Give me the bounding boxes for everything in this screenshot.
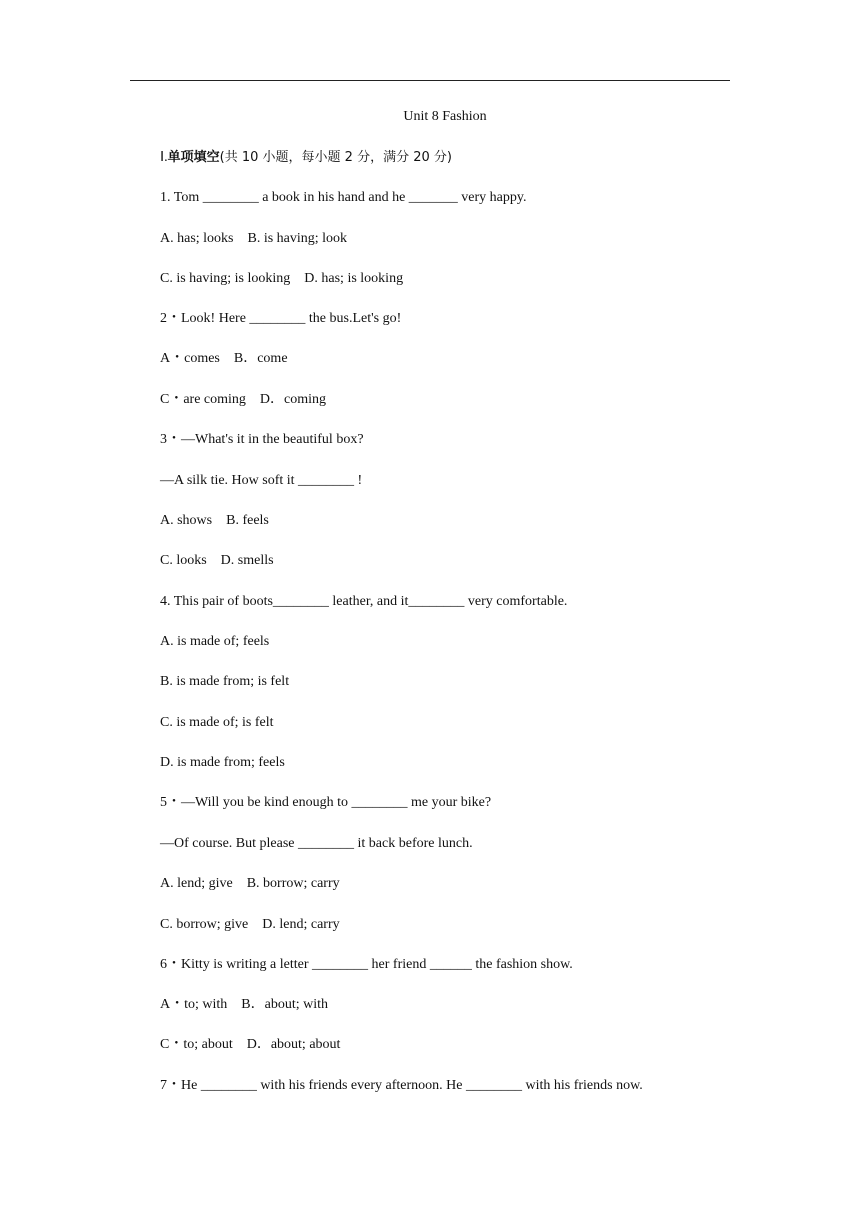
question-2: 2・Look! Here ________ the bus.Let's go!	[160, 311, 402, 326]
section-note: (共 10 小题，每小题 2 分，满分 20 分)	[219, 150, 452, 165]
question-3-options-ab: A. shows B. feels	[160, 513, 269, 528]
question-5-options-cd: C. borrow; give D. lend; carry	[160, 917, 340, 932]
question-7: 7・He ________ with his friends every afternoon. He ________ with his friends now.	[160, 1078, 643, 1093]
question-4-option-d: D. is made from; feels	[160, 755, 285, 770]
page-title: Unit 8 Fashion	[403, 109, 487, 124]
question-2-options-cd: C・are coming D．coming	[160, 392, 327, 407]
section-title: 单项填空	[167, 150, 220, 165]
section-heading	[160, 149, 452, 167]
header-rule	[130, 80, 730, 81]
question-4-option-c: C. is made of; is felt	[160, 715, 274, 730]
question-4: 4. This pair of boots________ leather, and it________ very comfortable.	[160, 594, 568, 609]
question-6-options-ab: A・to; with B．about; with	[160, 997, 328, 1012]
question-1-options-cd: C. is having; is looking D. has; is looking	[160, 271, 404, 286]
question-5: 5・—Will you be kind enough to ________ me your bike?	[160, 795, 492, 810]
question-4-option-b: B. is made from; is felt	[160, 674, 290, 689]
section-numeral: Ⅰ.	[160, 150, 168, 165]
question-6-options-cd: C・to; about D．about; about	[160, 1037, 341, 1052]
question-3-options-cd: C. looks D. smells	[160, 553, 274, 568]
question-3-reply: —A silk tie. How soft it ________ !	[160, 473, 363, 488]
question-3: 3・—What's it in the beautiful box?	[160, 432, 364, 447]
question-1: 1. Tom ________ a book in his hand and he _______ very happy.	[160, 190, 527, 205]
question-4-option-a: A. is made of; feels	[160, 634, 270, 649]
question-5-reply: —Of course. But please ________ it back before lunch.	[160, 836, 473, 851]
question-5-options-ab: A. lend; give B. borrow; carry	[160, 876, 340, 891]
question-6: 6・Kitty is writing a letter ________ her friend ______ the fashion show.	[160, 957, 573, 972]
question-2-options-ab: A・comes B．come	[160, 351, 288, 366]
question-1-options-ab: A. has; looks B. is having; look	[160, 231, 348, 246]
